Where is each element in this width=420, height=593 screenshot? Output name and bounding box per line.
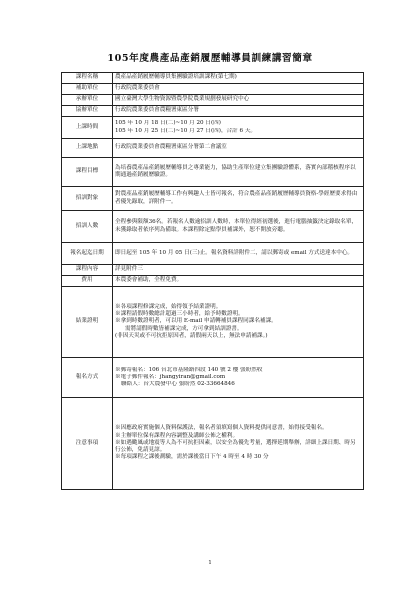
content-value: 詳見附件三 bbox=[113, 265, 364, 276]
table-row bbox=[62, 398, 364, 490]
signup-line: ※電子郵件報名：jhangyiran@gmail.com bbox=[115, 373, 226, 380]
signup-line: ※郵寄報名：106 台北市基隆路四段 140 號 2 樓 張盼然收 bbox=[115, 366, 263, 373]
capacity-value bbox=[113, 211, 364, 243]
table-row bbox=[62, 265, 364, 276]
table-row bbox=[62, 358, 364, 398]
row-label: 課程目標 bbox=[62, 158, 113, 187]
certificate-value bbox=[113, 287, 364, 358]
signup-value bbox=[113, 358, 364, 398]
fee-value: 本農委會補助，全程免費。 bbox=[113, 276, 364, 287]
row-label: 費用 bbox=[62, 276, 113, 287]
row-label: 招訓人數 bbox=[62, 211, 113, 243]
table-row bbox=[62, 84, 364, 95]
location-value: 行政院農業委員會農糧署東區分署第二會議室 bbox=[113, 139, 364, 158]
row-label: 招訓對象 bbox=[62, 187, 113, 211]
certificate-line: (非因天災或不可抗拒原因者，請假兩天以上，無法申請補課。) bbox=[115, 332, 268, 339]
organizer-value: 國立臺灣大學生物資源暨農學院農業規劃發展研究中心 bbox=[113, 95, 364, 106]
target-text: 對農產品產銷履歷輔導工作有興趣人士皆可報名，符合農產品產銷履歷輔導員資格-學經歷要求得由者優先錄取，詳附件一。 bbox=[115, 191, 358, 205]
row-label: 報名起迄日期 bbox=[62, 243, 113, 265]
certificate-line: ※各項課程修課完成，始得領予結業證明。 bbox=[115, 303, 222, 310]
goal-value bbox=[113, 158, 364, 187]
notes-line: ※因應政府實施個人資料保護法，報名者須填寫個人資料提供同意書，始得接受報名。 bbox=[115, 425, 328, 432]
table-row bbox=[62, 276, 364, 287]
schedule-value bbox=[113, 117, 364, 139]
deadline-text: 即日起至 105 年 10 月 05 日(三)止。報名資料詳附件二，請以郵寄或 email 方式送達本中心。 bbox=[115, 249, 354, 256]
row-label: 課程名稱 bbox=[62, 73, 113, 84]
page-title: 105年度農產品產銷履歷輔導員訓練講習簡章 bbox=[107, 53, 313, 64]
schedule-line: 105 年 10 月 18 日(二)~10 月 20 日(四) bbox=[115, 120, 221, 127]
table-row bbox=[62, 211, 364, 243]
table-row bbox=[62, 187, 364, 211]
notes-line: ※如遇颱風或地震等人為不可抗拒因素，以安全為優先考量，選擇延期舉辦，詳細上課日期、時另行公佈，免請見諒。 bbox=[115, 439, 356, 454]
signup-line: 聯絡人：台大農發中心 張盼然 02-33664846 bbox=[121, 381, 235, 388]
table-row bbox=[62, 287, 364, 358]
schedule-line: 105 年 10 月 25 日(二)~10 月 27 日(四)，合計 6 天。 bbox=[115, 127, 257, 134]
row-label: 上課地點 bbox=[62, 139, 113, 158]
row-label: 課程內容 bbox=[62, 265, 113, 276]
certificate-line: ※課程請假時數總計超過三小時者，給予時數證明。 bbox=[115, 311, 244, 318]
course-name-value: 農產品產銷履歷輔導員集團驗證培訓課程(第七期) bbox=[113, 73, 364, 84]
row-label: 上課時間 bbox=[62, 117, 113, 139]
table-row bbox=[62, 95, 364, 106]
row-label: 結業證明 bbox=[62, 287, 113, 358]
deadline-value bbox=[113, 243, 364, 265]
row-label: 協辦單位 bbox=[62, 106, 113, 117]
certificate-line: ※拿到時數證明者，可以用 E-mail 申請轉補員課程同課名補課。 bbox=[115, 318, 277, 325]
notes-value bbox=[113, 398, 364, 490]
table-row bbox=[62, 117, 364, 139]
sponsor-value: 行政院農業委員會 bbox=[113, 84, 364, 95]
row-label: 承辦單位 bbox=[62, 95, 113, 106]
capacity-text: 全程參與限額36名。若報名人數逾招訓人數時，本單位得經初選後，進行電腦抽籤決定錄取名單，未獲錄取者依序列為備取。本課程除定點學員補課外，恕不開放旁聽。 bbox=[115, 219, 358, 233]
certificate-line: 需將請假時數皆補課完成，方可拿到結訓證書。 bbox=[125, 325, 243, 332]
notes-line: ※每項課程之課後測驗，需於課後當日下午 4 時至 4 時 30 分 bbox=[115, 454, 269, 461]
page-number: 1 bbox=[208, 560, 212, 566]
co-organizer-value: 行政院農業委員會農糧署東區分署 bbox=[113, 106, 364, 117]
notes-line: ※主辦單位保有課程內容調整及講師公佈之權利。 bbox=[115, 432, 239, 439]
table-row bbox=[62, 106, 364, 117]
row-label: 注意事項 bbox=[62, 398, 113, 490]
target-value bbox=[113, 187, 364, 211]
table-row bbox=[62, 73, 364, 84]
table-row bbox=[62, 158, 364, 187]
table-row bbox=[62, 243, 364, 265]
info-table bbox=[61, 72, 364, 490]
row-label: 報名方式 bbox=[62, 358, 113, 398]
table-row bbox=[62, 139, 364, 158]
row-label: 補助單位 bbox=[62, 84, 113, 95]
goal-text: 為培養農產品產銷履歷輔導員之專業能力，協助生產單位建立集團驗證體系，落實內部稽核程序以期通過產銷履歷驗證。 bbox=[115, 164, 356, 178]
